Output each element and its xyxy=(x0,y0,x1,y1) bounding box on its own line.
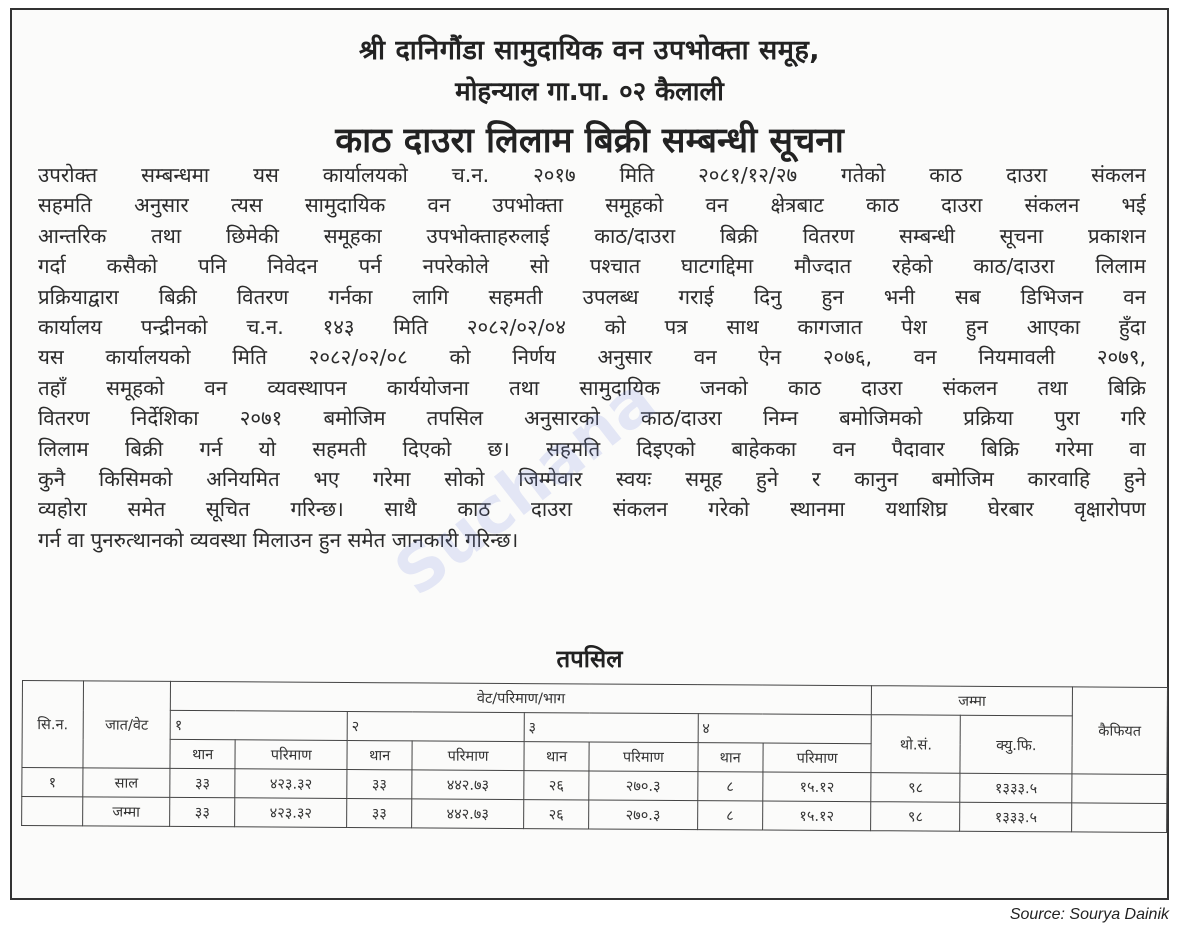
header-grade-2: २ xyxy=(347,711,524,741)
cell: २७०.३ xyxy=(589,771,698,801)
cell-remarks xyxy=(1072,803,1167,833)
org-name: श्री दानिगौंडा सामुदायिक वन उपभोक्ता समूह, xyxy=(358,35,821,66)
source-credit: Source: Sourya Dainik xyxy=(1009,906,1169,923)
header-qty: परिमाण xyxy=(763,743,872,773)
schedule-table xyxy=(21,680,1168,833)
notice-frame xyxy=(10,8,1169,900)
cell-species: साल xyxy=(83,768,170,798)
cell: ३३ xyxy=(347,798,413,827)
header-total-qty: क्यु.फि. xyxy=(960,715,1072,774)
body-line: कार्यालय पन्द्रीनको च.न. १४३ मिति २०८२/०२/०४ को पत्र साथ कागजात पेश हुन आएका हुँदा xyxy=(38,314,1146,339)
header-species: जात/वेट xyxy=(83,681,171,769)
header-grade-3: ३ xyxy=(524,713,698,743)
cell: ८ xyxy=(697,801,763,830)
cell: ४२३.३२ xyxy=(235,798,347,828)
cell: १५.१२ xyxy=(762,801,871,831)
cell: ४४२.७३ xyxy=(412,770,524,800)
cell: ४२३.३२ xyxy=(235,769,347,799)
cell: ३३ xyxy=(347,769,413,798)
body-line: लिलाम बिक्री गर्न यो सहमती दिएको छ। सहमति दिइएको बाहेकका वन पैदावार बिक्रि गरेमा वा xyxy=(38,436,1146,461)
org-address: मोहन्याल गा.पा. ०२ कैलाली xyxy=(455,77,724,107)
cell-species: जम्मा xyxy=(83,797,170,827)
header-qty: परिमाण xyxy=(412,741,524,771)
cell: ४४२.७३ xyxy=(412,799,524,829)
watermark: Suchana xyxy=(381,363,670,611)
header-serial: सि.न. xyxy=(22,681,84,768)
header-qty: परिमाण xyxy=(235,740,347,770)
cell: ३३ xyxy=(170,768,236,797)
body-line: सहमति अनुसार त्यस सामुदायिक वन उपभोक्ता समूहको वन क्षेत्रबाट काठ दाउरा संकलन भई xyxy=(38,193,1146,218)
header-remarks: कैफियत xyxy=(1072,687,1168,775)
cell-serial xyxy=(22,797,83,826)
cell: २७०.३ xyxy=(589,800,698,830)
body-line: गर्दा कसैको पनि निवेदन पर्न नपरेकोले सो पश्चात घाटगद्दिमा मौज्दात रहेको काठ/दाउरा लिलाम xyxy=(38,254,1146,279)
header-grade-4: ४ xyxy=(698,714,872,744)
header-count: थान xyxy=(347,740,413,769)
header-count: थान xyxy=(697,743,763,772)
body-line: गर्न वा पुनरुत्थानको व्यवस्था मिलाउन हुन समेत जानकारी गरिन्छ। xyxy=(38,527,519,552)
header-total: जम्मा xyxy=(872,686,1073,716)
body-line: प्रक्रियाद्वारा बिक्री वितरण गर्नका लागि सहमती उपलब्ध गराई दिनु हुन भनी सब डिभिजन वन xyxy=(38,284,1146,309)
body-line: यस कार्यालयको मिति २०८२/०२/०८ को निर्णय अनुसार वन ऐन २०७६, वन नियमावली २०७९, xyxy=(38,345,1146,370)
cell: ९८ xyxy=(871,802,960,832)
notice-title: काठ दाउरा लिलाम बिक्री सम्बन्धी सूचना xyxy=(335,121,844,161)
cell-serial: १ xyxy=(22,768,83,797)
header-grade-1: १ xyxy=(170,710,347,740)
header-count: थान xyxy=(170,739,236,768)
cell: ८ xyxy=(697,772,763,801)
notice-body xyxy=(38,160,1146,555)
body-line: वितरण निर्देशिका २०७१ बमोजिम तपसिल अनुसारको काठ/दाउरा निम्न बमोजिमको प्रक्रिया पुरा गरि xyxy=(38,406,1146,431)
cell: ९८ xyxy=(871,773,960,803)
body-line: व्यहोरा समेत सूचित गरिन्छ। साथै काठ दाउरा संकलन गरेको स्थानमा यथाशिघ्र घेरबार वृक्षारोपण xyxy=(38,497,1146,522)
body-line: आन्तरिक तथा छिमेकी समूहका उपभोक्ताहरुलाई काठ/दाउरा बिक्री वितरण सम्बन्धी सूचना प्रकाशन xyxy=(38,223,1146,248)
cell: २६ xyxy=(523,800,589,829)
header-total-count: थो.सं. xyxy=(871,715,961,774)
header-count: थान xyxy=(524,742,590,771)
table-row xyxy=(22,797,1167,833)
cell: ३३ xyxy=(170,797,236,826)
body-line: तहाँ समूहको वन व्यवस्थापन कार्ययोजना तथा सामुदायिक जनको काठ दाउरा संकलन तथा बिक्रि xyxy=(38,375,1146,400)
cell-remarks xyxy=(1072,774,1167,804)
cell: १३३३.५ xyxy=(960,802,1072,832)
header-qty: परिमाण xyxy=(589,742,698,772)
header-grade-group: वेट/परिमाण/भाग xyxy=(170,681,871,714)
cell: २६ xyxy=(524,771,590,800)
cell: १५.१२ xyxy=(763,772,872,802)
schedule-title: तपसिल xyxy=(556,645,623,673)
cell: १३३३.५ xyxy=(960,773,1072,803)
body-line: कुनै किसिमको अनियमित भए गरेमा सोको जिम्मेवार स्वयः समूह हुने र कानुन बमोजिम कारवाहि हुने xyxy=(38,466,1146,491)
body-line: उपरोक्त सम्बन्धमा यस कार्यालयको च.न. २०१७ मिति २०८१/१२/२७ गतेको काठ दाउरा संकलन xyxy=(38,163,1146,187)
